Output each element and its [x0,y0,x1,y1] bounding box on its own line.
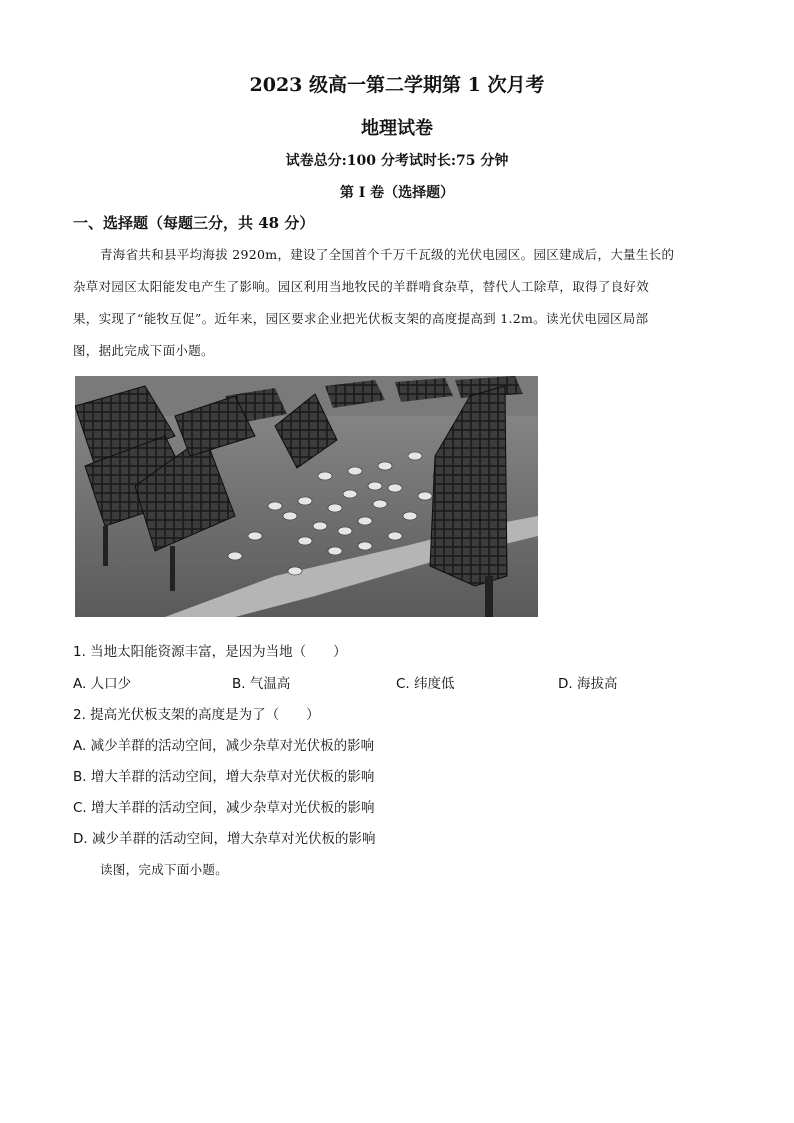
passage-line: 图，据此完成下面小题。 [73,343,214,358]
next-instruction: 读图，完成下面小题。 [100,862,229,877]
question-2-option-b[interactable]: B. 增大羊群的活动空间，增大杂草对光伏板的影响 [73,769,375,785]
passage-line: 果，实现了“能牧互促”。近年来，园区要求企业把光伏板支架的高度提高到 1.2m。读光伏电园区局部 [73,311,649,326]
exam-title: 2023 级高一第二学期第 1 次月考 [249,74,545,96]
subject-title: 地理试卷 [361,118,433,139]
volume-title: 第 I 卷（选择题） [339,185,455,201]
exam-info: 试卷总分:100 分考试时长:75 分钟 [285,153,509,169]
question-2-option-a[interactable]: A. 减少羊群的活动空间，减少杂草对光伏板的影响 [73,738,375,754]
passage-line: 青海省共和县平均海拔 2920m，建设了全国首个千万千瓦级的光伏电园区。园区建成后，大量生长的 [100,247,675,262]
question-1-stem: 1. 当地太阳能资源丰富，是因为当地（ ） [73,644,347,660]
question-1-option-d[interactable]: D. 海拔高 [558,676,618,692]
question-2-option-d[interactable]: D. 减少羊群的活动空间，增大杂草对光伏板的影响 [73,831,376,847]
question-2-stem: 2. 提高光伏板支架的高度是为了（ ） [73,707,320,723]
passage-line: 杂草对园区太阳能发电产生了影响。园区利用当地牧民的羊群啃食杂草，替代人工除草，取得了良好效 [73,279,650,294]
solar-panels-with-sheep-photo [75,376,538,617]
question-1-option-a[interactable]: A. 人口少 [73,676,132,692]
question-2-option-c[interactable]: C. 增大羊群的活动空间，减少杂草对光伏板的影响 [73,800,375,816]
question-1-option-b[interactable]: B. 气温高 [232,676,291,692]
section-heading: 一、选择题（每题三分，共 48 分） [73,214,315,232]
question-1-option-c[interactable]: C. 纬度低 [396,676,455,692]
